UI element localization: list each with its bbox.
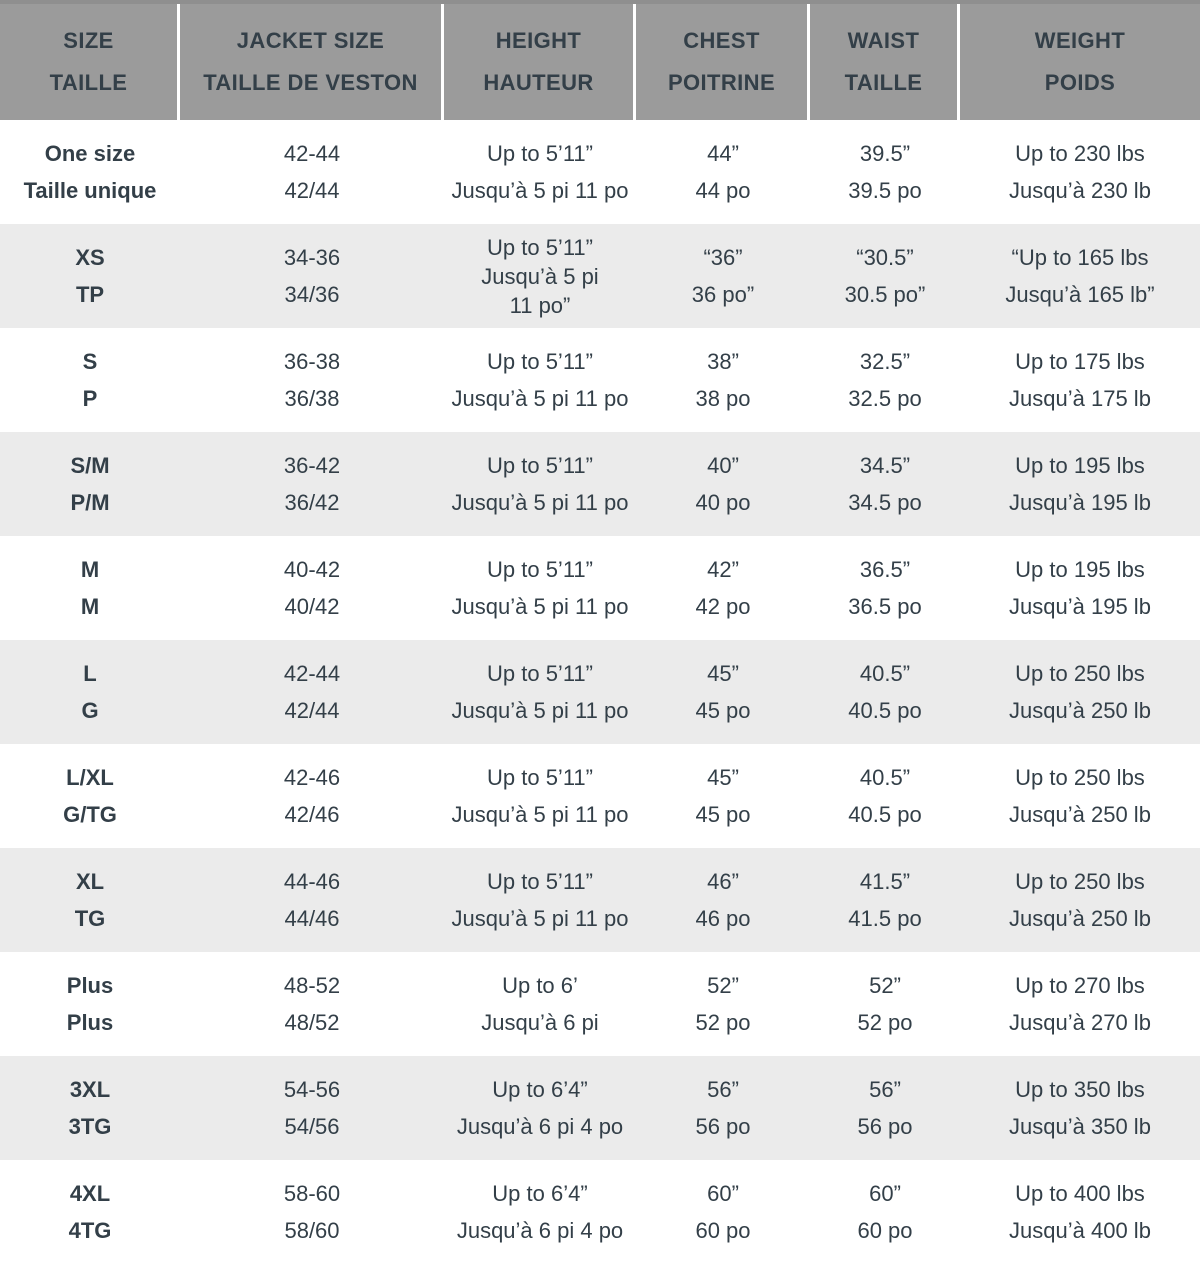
cell-chest — [636, 952, 810, 1056]
cell-size — [0, 640, 180, 744]
cell-line-fr: 39.5 po — [848, 178, 922, 203]
cell-line-en: Up to 5’11” — [487, 141, 593, 166]
cell-line-en: 40” — [707, 453, 739, 478]
cell-weight — [960, 432, 1200, 536]
cell-line-en: 52” — [869, 973, 901, 998]
table-row — [0, 848, 1200, 952]
cell-line-fr: Jusqu’à 6 pi 4 po — [456, 1218, 624, 1243]
cell-line-fr: 40.5 po — [848, 802, 922, 827]
cell-height — [444, 328, 636, 432]
header-cell-jacket-size — [180, 4, 444, 120]
cell-jacket-size — [180, 120, 444, 224]
cell-line-fr: 42 po — [695, 594, 751, 619]
cell-height — [444, 744, 636, 848]
cell-chest — [636, 1056, 810, 1160]
table-body — [0, 120, 1200, 1264]
cell-line-en: Up to 5’11” — [487, 661, 593, 686]
cell-line-en: Up to 5’11” — [487, 234, 593, 260]
cell-line-en: 44-46 — [283, 869, 341, 894]
cell-line-fr: P — [82, 386, 98, 411]
cell-line-en: 52” — [707, 973, 739, 998]
cell-line-en: Up to 230 lbs — [1015, 141, 1145, 166]
cell-line-en: Up to 250 lbs — [1015, 765, 1145, 790]
cell-line-en: Up to 250 lbs — [1015, 869, 1145, 894]
cell-weight — [960, 1160, 1200, 1264]
cell-line-fr: Jusqu’à 5 pi 11 po — [451, 386, 629, 411]
cell-line-fr: 36 po” — [691, 282, 755, 307]
cell-line-fr: 58/60 — [284, 1218, 340, 1243]
cell-line-en: 42-44 — [283, 141, 341, 166]
cell-chest — [636, 744, 810, 848]
header-label-en: HEIGHT — [495, 28, 582, 53]
cell-size — [0, 328, 180, 432]
cell-line-fr: 44 po — [695, 178, 751, 203]
cell-line-fr: Jusqu’à 350 lb — [1009, 1114, 1151, 1139]
cell-line-en: Up to 350 lbs — [1015, 1077, 1145, 1102]
cell-line-en: Up to 270 lbs — [1015, 973, 1145, 998]
cell-line-en: S/M — [70, 453, 110, 478]
cell-line-en: “30.5” — [856, 245, 914, 270]
header-label-fr: POIDS — [1044, 70, 1116, 95]
cell-line-en: 38” — [707, 349, 739, 374]
cell-line-en: 40-42 — [283, 557, 341, 582]
cell-height — [444, 1160, 636, 1264]
cell-line-en: 34.5” — [859, 453, 911, 478]
cell-line-en: 46” — [707, 869, 739, 894]
table-row — [0, 640, 1200, 744]
cell-line-fr: 32.5 po — [848, 386, 922, 411]
cell-line-fr: 48/52 — [284, 1010, 340, 1035]
cell-line-fr: Jusqu’à 270 lb — [1009, 1010, 1151, 1035]
cell-weight — [960, 1056, 1200, 1160]
cell-line-fr: 60 po — [857, 1218, 913, 1243]
cell-line-en: 4XL — [69, 1181, 111, 1206]
cell-chest — [636, 848, 810, 952]
cell-size — [0, 744, 180, 848]
cell-weight — [960, 224, 1200, 328]
cell-line-en: Up to 5’11” — [487, 453, 593, 478]
header-cell-chest — [636, 4, 810, 120]
cell-line-fr: Jusqu’à 250 lb — [1009, 802, 1151, 827]
cell-line-fr: 36/42 — [284, 490, 340, 515]
cell-line-en: 58-60 — [283, 1181, 341, 1206]
cell-line-en: 41.5” — [859, 869, 911, 894]
cell-line-fr: 42/44 — [284, 178, 340, 203]
cell-line-en: “Up to 165 lbs — [1011, 245, 1149, 270]
cell-weight — [960, 120, 1200, 224]
table-row — [0, 1056, 1200, 1160]
header-label-fr: TAILLE DE VESTON — [203, 70, 418, 95]
cell-weight — [960, 952, 1200, 1056]
cell-line-en: 42-46 — [283, 765, 341, 790]
cell-line-fr: 45 po — [695, 698, 751, 723]
cell-line-fr: 52 po — [695, 1010, 751, 1035]
cell-line-en: Up to 195 lbs — [1015, 557, 1145, 582]
cell-line-fr: 34.5 po — [848, 490, 922, 515]
cell-chest — [636, 432, 810, 536]
cell-size — [0, 536, 180, 640]
cell-waist — [810, 744, 960, 848]
cell-line-fr: Jusqu’à 195 lb — [1009, 594, 1151, 619]
cell-line-en: “36” — [703, 245, 743, 270]
cell-line-en: 60” — [707, 1181, 739, 1206]
cell-chest — [636, 640, 810, 744]
cell-jacket-size — [180, 328, 444, 432]
cell-line-fr: Jusqu’à 250 lb — [1009, 906, 1151, 931]
cell-weight — [960, 536, 1200, 640]
header-label-en: SIZE — [63, 28, 114, 53]
cell-chest — [636, 120, 810, 224]
cell-line-fr: 44/46 — [284, 906, 340, 931]
header-label-fr: HAUTEUR — [483, 70, 594, 95]
table-row — [0, 328, 1200, 432]
cell-height — [444, 1056, 636, 1160]
cell-line-fr: 3TG — [68, 1114, 112, 1139]
cell-line-en: 56” — [869, 1077, 901, 1102]
cell-line-fr: Plus — [66, 1010, 114, 1035]
cell-line-en: 42-44 — [283, 661, 341, 686]
header-cell-waist — [810, 4, 960, 120]
cell-line-fr: 40.5 po — [848, 698, 922, 723]
cell-jacket-size — [180, 952, 444, 1056]
cell-line-en: M — [80, 557, 100, 582]
cell-line-fr: 40 po — [695, 490, 751, 515]
cell-line-fr: 60 po — [695, 1218, 751, 1243]
cell-height — [444, 224, 636, 328]
cell-line-en: 45” — [707, 765, 739, 790]
cell-size — [0, 120, 180, 224]
cell-line-fr: Jusqu’à 5 pi — [481, 263, 599, 289]
cell-line-fr: 45 po — [695, 802, 751, 827]
cell-line-fr: 41.5 po — [848, 906, 922, 931]
cell-waist — [810, 536, 960, 640]
cell-line-en: 36-38 — [283, 349, 341, 374]
cell-line-fr: 40/42 — [284, 594, 340, 619]
cell-line-fr: Jusqu’à 195 lb — [1009, 490, 1151, 515]
table-header-row — [0, 0, 1200, 120]
cell-jacket-size — [180, 432, 444, 536]
cell-line-fr: Jusqu’à 5 pi 11 po — [451, 906, 629, 931]
cell-line-fr: Jusqu’à 6 pi — [481, 1010, 599, 1035]
table-row — [0, 432, 1200, 536]
cell-line-en: XL — [75, 869, 105, 894]
cell-size — [0, 848, 180, 952]
cell-line-en: One size — [44, 141, 136, 166]
cell-height — [444, 952, 636, 1056]
cell-line-en: 34-36 — [283, 245, 341, 270]
cell-line-fr: Jusqu’à 250 lb — [1009, 698, 1151, 723]
cell-line-fr: Jusqu’à 5 pi 11 po — [451, 594, 629, 619]
cell-line-fr: 34/36 — [284, 282, 340, 307]
cell-line-en: 48-52 — [283, 973, 341, 998]
cell-line-fr: Jusqu’à 230 lb — [1009, 178, 1151, 203]
cell-size — [0, 1160, 180, 1264]
cell-jacket-size — [180, 224, 444, 328]
cell-line-fr: 52 po — [857, 1010, 913, 1035]
cell-line-en: 56” — [707, 1077, 739, 1102]
cell-line-en: 60” — [869, 1181, 901, 1206]
cell-line-fr: Jusqu’à 5 pi 11 po — [451, 490, 629, 515]
cell-line-en: XS — [75, 245, 105, 270]
header-label-fr: TAILLE — [49, 70, 128, 95]
cell-line-en: 40.5” — [859, 765, 911, 790]
cell-jacket-size — [180, 744, 444, 848]
cell-line-fr: 36.5 po — [848, 594, 922, 619]
cell-size — [0, 224, 180, 328]
cell-line-fr: Jusqu’à 5 pi 11 po — [451, 178, 629, 203]
cell-line-en: L — [83, 661, 97, 686]
cell-line-fr: Jusqu’à 5 pi 11 po — [451, 802, 629, 827]
cell-line-en: Up to 6’ — [502, 973, 578, 998]
cell-height — [444, 640, 636, 744]
cell-line-fr: 54/56 — [284, 1114, 340, 1139]
header-label-en: WAIST — [847, 28, 920, 53]
cell-line-fr: 36/38 — [284, 386, 340, 411]
cell-chest — [636, 328, 810, 432]
header-cell-size — [0, 4, 180, 120]
cell-weight — [960, 640, 1200, 744]
cell-jacket-size — [180, 536, 444, 640]
cell-line-fr: 4TG — [68, 1218, 112, 1243]
cell-line-fr: 38 po — [695, 386, 751, 411]
table-row — [0, 536, 1200, 640]
cell-line-en: Up to 5’11” — [487, 869, 593, 894]
cell-height — [444, 848, 636, 952]
cell-line-fr: Jusqu’à 175 lb — [1009, 386, 1151, 411]
cell-size — [0, 432, 180, 536]
header-label-fr: POITRINE — [667, 70, 776, 95]
cell-waist — [810, 224, 960, 328]
cell-line-fr: Jusqu’à 165 lb” — [1005, 282, 1155, 307]
cell-line-fr: Jusqu’à 6 pi 4 po — [456, 1114, 624, 1139]
cell-line-fr: Jusqu’à 400 lb — [1009, 1218, 1151, 1243]
cell-line-en: Up to 250 lbs — [1015, 661, 1145, 686]
cell-line-fr: TP — [75, 282, 105, 307]
cell-line-en: 40.5” — [859, 661, 911, 686]
cell-line-en: 36.5” — [859, 557, 911, 582]
table-row — [0, 952, 1200, 1056]
cell-jacket-size — [180, 640, 444, 744]
cell-line-fr: 56 po — [857, 1114, 913, 1139]
cell-waist — [810, 328, 960, 432]
cell-line-fr: 42/46 — [284, 802, 340, 827]
cell-line-en: 44” — [707, 141, 739, 166]
table-row — [0, 1160, 1200, 1264]
cell-waist — [810, 432, 960, 536]
header-label-en: JACKET SIZE — [236, 28, 385, 53]
cell-line-en: Up to 400 lbs — [1015, 1181, 1145, 1206]
cell-line-en: 3XL — [69, 1077, 111, 1102]
cell-line-en: Up to 6’4” — [492, 1181, 588, 1206]
cell-line-en: Plus — [66, 973, 114, 998]
table-row — [0, 120, 1200, 224]
cell-line-en: Up to 6’4” — [492, 1077, 588, 1102]
table-row — [0, 744, 1200, 848]
cell-waist — [810, 1056, 960, 1160]
cell-chest — [636, 224, 810, 328]
cell-line-fr: M — [80, 594, 100, 619]
cell-waist — [810, 952, 960, 1056]
cell-line-fr: 46 po — [695, 906, 751, 931]
cell-line-fr: G — [81, 698, 99, 723]
cell-line-fr: P/M — [70, 490, 110, 515]
cell-waist — [810, 1160, 960, 1264]
cell-size — [0, 1056, 180, 1160]
cell-weight — [960, 848, 1200, 952]
cell-line-fr: 30.5 po” — [844, 282, 926, 307]
cell-line-en: 39.5” — [859, 141, 911, 166]
header-label-en: WEIGHT — [1034, 28, 1126, 53]
cell-line-en: Up to 195 lbs — [1015, 453, 1145, 478]
cell-line-fr: Taille unique — [23, 178, 157, 203]
table-row — [0, 224, 1200, 328]
cell-line-fr: TG — [74, 906, 106, 931]
header-cell-height — [444, 4, 636, 120]
cell-line-en: 32.5” — [859, 349, 911, 374]
cell-line-fr: 11 po” — [509, 292, 571, 318]
cell-weight — [960, 328, 1200, 432]
cell-size — [0, 952, 180, 1056]
cell-chest — [636, 536, 810, 640]
cell-line-en: 45” — [707, 661, 739, 686]
cell-jacket-size — [180, 848, 444, 952]
cell-waist — [810, 640, 960, 744]
cell-line-en: L/XL — [66, 765, 114, 790]
cell-height — [444, 432, 636, 536]
cell-line-en: Up to 5’11” — [487, 557, 593, 582]
cell-weight — [960, 744, 1200, 848]
cell-waist — [810, 848, 960, 952]
cell-line-en: 42” — [707, 557, 739, 582]
cell-line-fr: 56 po — [695, 1114, 751, 1139]
cell-waist — [810, 120, 960, 224]
cell-jacket-size — [180, 1056, 444, 1160]
cell-line-en: Up to 5’11” — [487, 765, 593, 790]
header-label-en: CHEST — [683, 28, 760, 53]
cell-line-en: 54-56 — [283, 1077, 341, 1102]
header-cell-weight — [960, 4, 1200, 120]
cell-line-fr: Jusqu’à 5 pi 11 po — [451, 698, 629, 723]
cell-line-en: Up to 175 lbs — [1015, 349, 1145, 374]
header-label-fr: TAILLE — [844, 70, 923, 95]
cell-height — [444, 120, 636, 224]
cell-height — [444, 536, 636, 640]
cell-line-fr: 42/44 — [284, 698, 340, 723]
cell-line-en: Up to 5’11” — [487, 349, 593, 374]
cell-line-en: 36-42 — [283, 453, 341, 478]
cell-line-fr: G/TG — [63, 802, 117, 827]
cell-jacket-size — [180, 1160, 444, 1264]
cell-line-en: S — [82, 349, 98, 374]
cell-chest — [636, 1160, 810, 1264]
